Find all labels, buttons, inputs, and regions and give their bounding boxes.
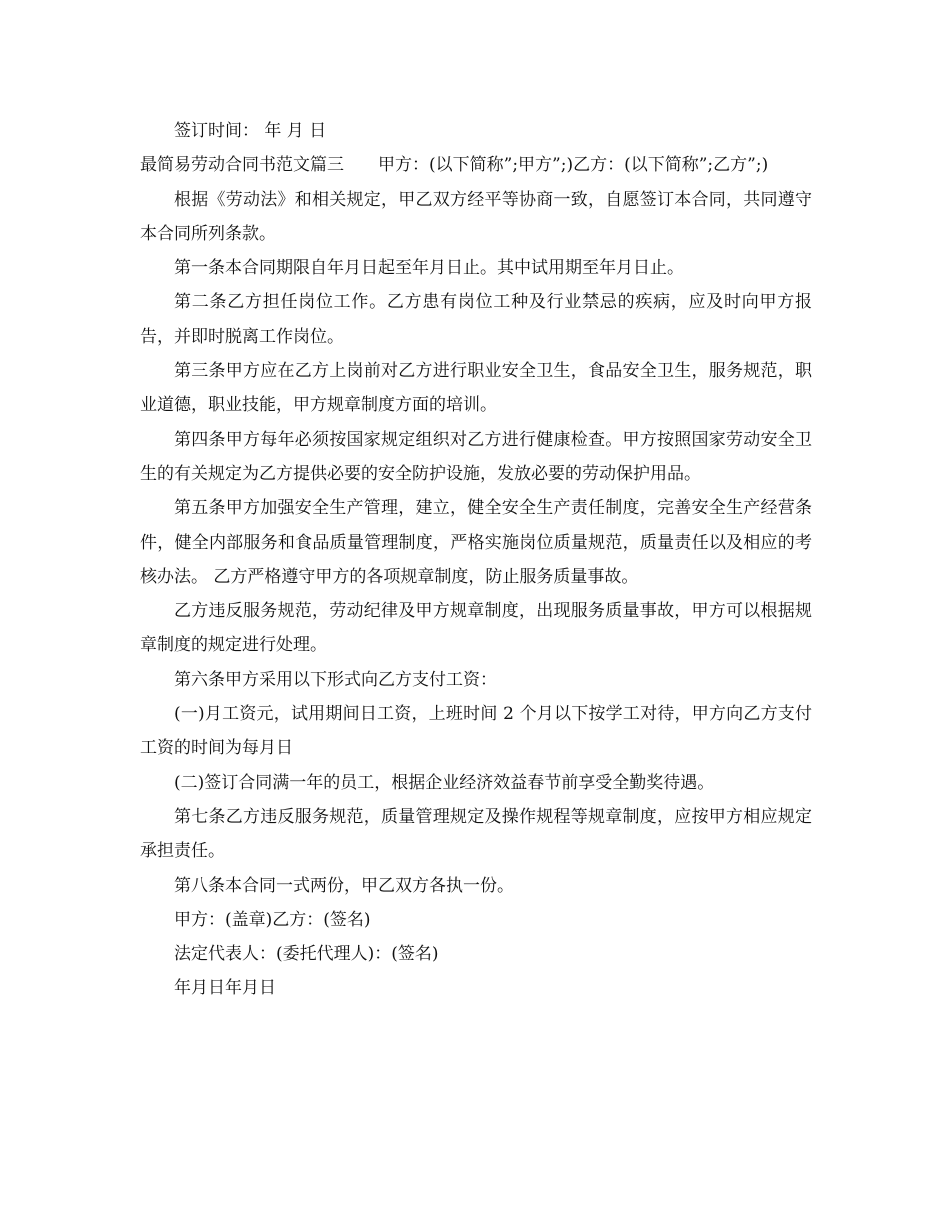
article-8-paragraph: 第八条本合同一式两份，甲乙双方各执一份。: [174, 875, 514, 896]
parties-declaration: 甲方：(以下简称”;甲方”;)乙方：(以下简称”;乙方”;): [378, 155, 769, 176]
violation-paragraph: 乙方违反服务规范，劳动纪律及甲方规章制度，出现服务质量事故，甲方可以根据规章制度的规定进行处理。: [140, 601, 812, 656]
preamble-paragraph: 根据《劳动法》和相关规定，甲乙双方经平等协商一致，自愿签订本合同，共同遵守本合同所列条款。: [140, 189, 812, 244]
wage-item-2: (二)签订合同满一年的员工，根据企业经济效益春节前享受全勤奖待遇。: [174, 772, 715, 793]
article-6-paragraph: 第六条甲方采用以下形式向乙方支付工资：: [174, 669, 497, 690]
article-2-paragraph: 第二条乙方担任岗位工作。乙方患有岗位工种及行业禁忌的疾病，应及时向甲方报告，并即时脱离工作岗位。: [140, 292, 812, 347]
document-body: [140, 114, 812, 1006]
wage-item-1: (一)月工资元，试用期间日工资，上班时间 2 个月以下按学工对待，甲方向乙方支付工资的时间为每月日: [140, 704, 812, 759]
article-1-paragraph: 第一条本合同期限自年月日起至年月日止。其中试用期至年月日止。: [174, 258, 684, 279]
article-4-paragraph: 第四条甲方每年必须按国家规定组织对乙方进行健康检查。甲方按照国家劳动安全卫生的有关规定为乙方提供必要的安全防护设施，发放必要的劳动保护用品。: [140, 429, 812, 484]
signature-parties-line: 甲方：(盖章)乙方：(签名): [174, 909, 371, 930]
title-parties-line: [140, 148, 812, 182]
legal-representative-line: 法定代表人：(委托代理人)：(签名): [174, 944, 439, 965]
article-7-paragraph: 第七条乙方违反服务规范，质量管理规定及操作规程等规章制度，应按甲方相应规定承担责任。: [140, 806, 812, 862]
sign-time-line: 签订时间： 年 月 日: [174, 121, 327, 141]
article-5-paragraph: 第五条甲方加强安全生产管理，建立，健全安全生产责任制度，完善安全生产经营条件，健全内部服务和食品质量管理制度，严格实施岗位质量规范，质量责任以及相应的考核办法。 乙方严格遵守甲方的各项规章制度，防止服务质量事故。: [140, 498, 812, 587]
document-title: 最简易劳动合同书范文篇三: [140, 155, 344, 176]
article-3-paragraph: 第三条甲方应在乙方上岗前对乙方进行职业安全卫生，食品安全卫生，服务规范，职业道德，职业技能，甲方规章制度方面的培训。: [140, 361, 812, 416]
signature-date-line: 年月日年月日: [174, 978, 276, 999]
